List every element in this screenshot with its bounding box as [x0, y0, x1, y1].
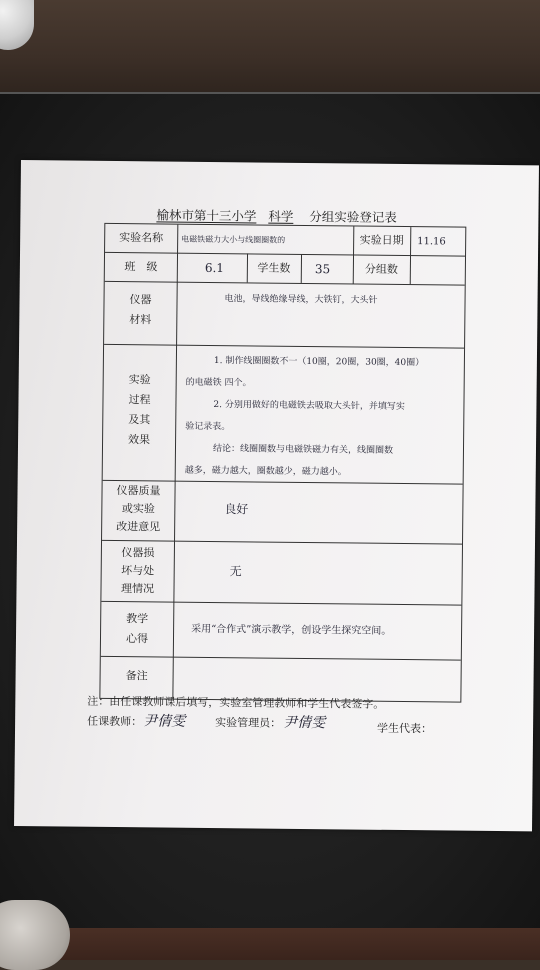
footer-note: 注：由任课教师课后填写，实验室管理教师和学生代表签字。 [87, 694, 385, 711]
value-process-line3: 2. 分别用做好的电磁铁去吸取大头针，并填写实 [213, 400, 405, 413]
teacher-label: 任课教师： [87, 714, 143, 729]
admin-label: 实验管理员： [215, 716, 282, 730]
label-quality-line3: 改进意见 [116, 520, 161, 534]
label-equipment-line2: 材料 [129, 313, 152, 327]
value-process-line2: 的电磁铁 四个。 [185, 377, 252, 389]
label-quality-line2: 或实验 [121, 502, 155, 516]
value-student-count: 35 [314, 262, 331, 277]
label-class: 班 级 [124, 260, 158, 274]
row-divider [101, 601, 461, 606]
label-reflection-line1: 教学 [126, 612, 149, 626]
label-damage-line3: 理情况 [120, 582, 155, 596]
label-process-line3: 及其 [128, 413, 151, 427]
wooden-desk-edge [0, 928, 540, 960]
label-damage-line2: 坏与处 [121, 564, 155, 578]
teacher-signature: 尹倩雯 [143, 713, 186, 730]
row-divider [101, 656, 461, 661]
value-experiment-date: 11.16 [417, 236, 446, 248]
label-equipment-line1: 仪器 [129, 293, 152, 307]
value-class: 6.1 [204, 260, 225, 276]
label-experiment-date: 实验日期 [359, 233, 404, 248]
form-title-subject: 科学 [268, 208, 294, 224]
label-reflection-line2: 心得 [125, 632, 149, 646]
record-table [99, 223, 466, 703]
form-title-school: 榆林市第十三小学 [156, 207, 257, 224]
value-process-line6: 越多，磁力越大，圈数越少，磁力越小。 [184, 465, 347, 478]
admin-signature: 尹倩雯 [283, 714, 326, 732]
value-process-line5: 结论：线圈圈数与电磁铁磁力有关，线圈圈数 [212, 444, 394, 456]
label-student-count: 学生数 [257, 261, 291, 275]
label-remarks: 备注 [125, 669, 148, 683]
value-damage: 无 [229, 564, 242, 579]
value-process-line4: 验记录表。 [185, 421, 231, 433]
label-process-line4: 效果 [128, 433, 151, 447]
paper-form [14, 160, 539, 831]
row-divider [104, 344, 464, 349]
label-process-line1: 实验 [128, 373, 151, 387]
label-process-line2: 过程 [128, 393, 151, 407]
label-quality-line1: 仪器质量 [116, 484, 161, 498]
form-title-tail: 分组实验登记表 [309, 209, 397, 225]
label-group-count: 分组数 [364, 262, 398, 276]
student-rep-label: 学生代表： [377, 721, 433, 736]
value-quality: 良好 [224, 502, 249, 517]
wooden-desk-top [0, 0, 540, 95]
value-reflection: 采用“合作式”演示教学，创设学生探究空间。 [191, 623, 392, 637]
value-process-line1: 1. 制作线圈圈数不一（10圈，20圈，30圈，40圈） [213, 356, 425, 369]
label-experiment-name: 实验名称 [119, 231, 164, 245]
label-damage-line1: 仪器损 [121, 546, 155, 560]
value-equipment: 电池，导线绝缘导线，大铁钉，大头针 [224, 294, 378, 306]
value-experiment-name: 电磁铁磁力大小与线圈圈数的 [181, 234, 286, 245]
